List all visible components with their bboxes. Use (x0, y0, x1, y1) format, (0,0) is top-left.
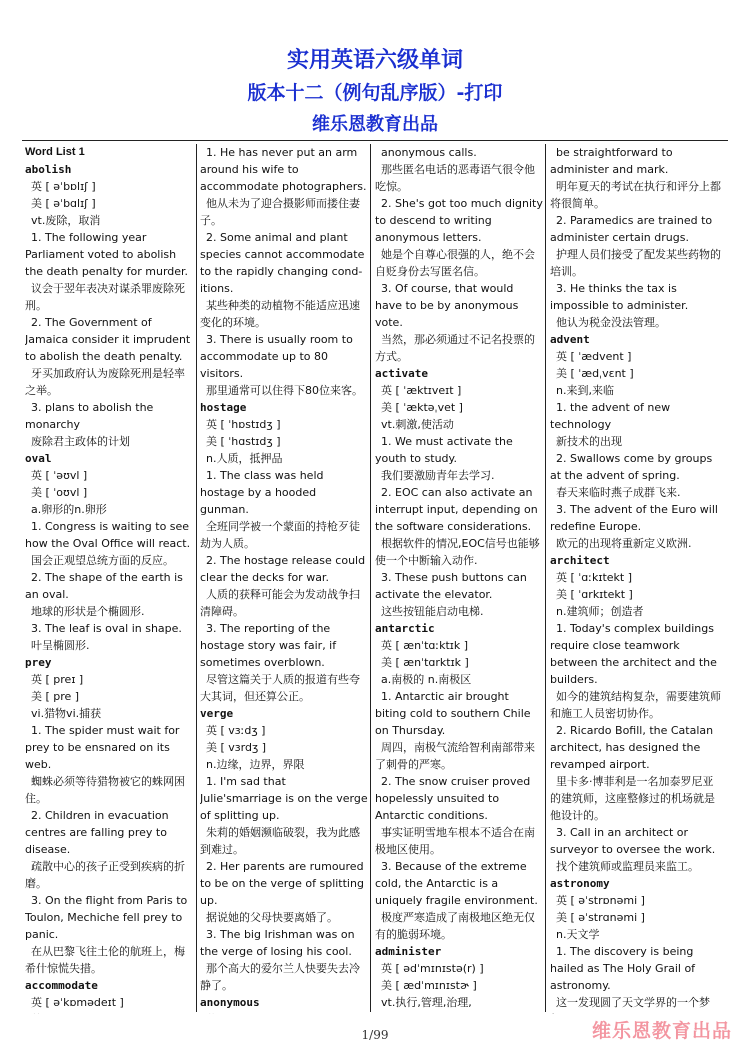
example-text: 1. Congress is waiting to see how the Oval Office will react. (25, 520, 191, 550)
example-text: 那个高大的爱尔兰人快要失去冷静了。 (200, 962, 360, 992)
example-text: 她是个自尊心很强的人，绝不会自贬身份去写匿名信。 (375, 248, 535, 278)
example-text: anonymous calls. (381, 146, 477, 159)
entry-info: n.边缘，边界，界限 (206, 758, 305, 771)
example-text: 1. We must activate the youth to study. (375, 435, 513, 465)
text-column-2 (200, 144, 368, 1014)
entry-info: 英 [ preɪ ] (31, 673, 84, 686)
column-divider (545, 144, 546, 1012)
example-text: 3. The reporting of the hostage story was fair, if sometimes overblown. (200, 622, 337, 669)
headword: accommodate (25, 979, 98, 992)
entry-info: 美 [ ˈæktəˌvet ] (381, 401, 463, 414)
headword: architect (550, 554, 610, 567)
example-text: 2. Her parents are rumoured to be on the verge of splitting up. (200, 860, 364, 907)
example-text: 废除君主政体的计划 (31, 435, 130, 448)
text-column-3 (375, 144, 543, 1014)
example-text: 3. Call in an architect or surveyor to oversee the work. (550, 826, 716, 856)
example-text: 周四，南极气流给智利南部带来了刺骨的严寒。 (375, 741, 535, 771)
example-text: 这一发现圆了天文学界的一个梦 (556, 996, 710, 1009)
example-text: 2. The hostage release could clear the decks for war. (200, 554, 366, 584)
example-text: 2. Some animal and plant species cannot accommodate to the rapidly changing cond-itions. (200, 231, 365, 295)
word-list-heading: Word List 1 (25, 146, 85, 158)
entry-info: 英 [ ˈæktɪveɪt ] (381, 384, 462, 397)
entry-info: n.天文学 (556, 928, 600, 941)
entry-info: 美 [ pre ] (31, 690, 80, 703)
example-text: 1. The class was held hostage by a hooded gunman. (200, 469, 324, 516)
example-text: 我们要激励青年去学习. (381, 469, 495, 482)
entry-info: 美 [ ˈoʊvl ] (31, 486, 88, 499)
entry-info (200, 1011, 368, 1014)
example-text: 3. The leaf is oval in shape. (31, 622, 182, 635)
headword: hostage (200, 401, 247, 414)
example-text: 如今的建筑结构复杂，需要建筑师和施工人员密切协作。 (550, 690, 721, 720)
example-text: 护理人员们接受了配发某些药物的培训。 (550, 248, 721, 278)
example-text: 叶呈椭圆形. (31, 639, 90, 652)
headword: oval (25, 452, 52, 465)
example-text: 他认为税金没法管理。 (556, 316, 666, 329)
example-text: 找个建筑师或监理员来监工。 (556, 860, 699, 873)
example-text: 据说她的父母快要离婚了。 (206, 911, 338, 924)
example-text: 根据软件的情况,EOC信号也能够使一个中断输入动作. (375, 537, 540, 567)
headword: anonymous (200, 996, 260, 1009)
document-title: 实用英语六级单词 (286, 48, 463, 73)
example-text: 地球的形状是个椭圆形. (31, 605, 145, 618)
example-text: be straightforward to administer and mark. (550, 146, 673, 176)
example-text: 当然，那必须通过不记名投票的方式。 (375, 333, 535, 363)
example-text: 1. He has never put an arm around his wife to accommodate photographers. (200, 146, 367, 193)
example-text: 新技术的出现 (556, 435, 622, 448)
example-text: 3. These push buttons can activate the elevator. (375, 571, 527, 601)
example-text: 1. the advent of new technology (550, 401, 671, 431)
example-text: 国会正观望总统方面的反应。 (31, 554, 174, 567)
entry-info: 美 [ əˈbɑlɪʃ ] (31, 197, 96, 210)
example-text: 那里通常可以住得下80位来客。 (206, 384, 363, 397)
example-text: 3. Because of the extreme cold, the Antarctic is a uniquely fragile environment. (375, 860, 538, 907)
column-divider (196, 144, 197, 1012)
text-column-4 (550, 144, 722, 1014)
entry-info: 英 [ əˈkɒmədeɪt ] (31, 996, 124, 1009)
entry-info: 美 [ ˈhɑstɪdʒ ] (206, 435, 281, 448)
example-text: 明年夏天的考试在执行和评分上都将很简单。 (550, 180, 721, 210)
entry-info: n.人质，抵押品 (206, 452, 283, 465)
example-text: 春天来临时燕子成群飞来. (556, 486, 681, 499)
example-text: 在从巴黎飞往土伦的航班上，梅希什惊慌失措。 (25, 945, 185, 975)
example-text: 1. Today's complex buildings require close teamwork between the architect and the builders. (550, 622, 717, 686)
entry-info: 美 [ ædˈmɪnɪstɚ ] (381, 979, 477, 992)
page-number: 1/99 (361, 1028, 389, 1042)
entry-info: a.卵形的n.卵形 (31, 503, 107, 516)
example-text: 议会于翌年表决对谋杀罪废除死刑。 (25, 282, 185, 312)
example-text: 某些种类的动植物不能适应迅速变化的环境。 (200, 299, 360, 329)
entry-info: 英 [ ˈhɒstɪdʒ ] (206, 418, 281, 431)
example-text: 1. The following year Parliament voted to abolish the death penalty for murder. (25, 231, 189, 278)
example-text: 3. On the flight from Paris to Toulon, Mechiche fell prey to panic. (25, 894, 188, 941)
entry-info: 英 [ əˈstrɒnəmi ] (556, 894, 645, 907)
entry-info: n.建筑师；创造者 (556, 605, 644, 618)
example-text: 尽管这篇关于人质的报道有些夸大其词，但还算公正。 (200, 673, 360, 703)
example-text: 2. Swallows come by groups at the advent of spring. (550, 452, 713, 482)
example-text: 2. Ricardo Bofill, the Catalan architect, has designed the revamped airport. (550, 724, 714, 771)
example-text: 3. The big Irishman was on the verge of losing his cool. (200, 928, 355, 958)
entry-info (25, 1011, 195, 1014)
example-text: 他从未为了迎合摄影师而搂住妻子。 (200, 197, 360, 227)
entry-info: a.南极的 n.南极区 (381, 673, 472, 686)
document-subtitle: 版本十二（例句乱序版）-打印 (247, 82, 503, 104)
example-text: 蜘蛛必须等待猎物被它的蛛网困住。 (25, 775, 185, 805)
example-text: 2. The snow cruiser proved hopelessly unsuited to Antarctic conditions. (375, 775, 531, 822)
entry-info: 美 [ ˈædˌvɛnt ] (556, 367, 634, 380)
example-text: 3. plans to abolish the monarchy (25, 401, 154, 431)
example-text: 全班同学被一个蒙面的持枪歹徒劫为人质。 (200, 520, 360, 550)
entry-info: 英 [ ˈəʊvl ] (31, 469, 88, 482)
example-text: 1. I'm sad that Julie'smarriage is on the verge of splitting up. (200, 775, 368, 822)
example-text: 2. The shape of the earth is an oval. (25, 571, 183, 601)
entry-info: 英 [ ˈædvent ] (556, 350, 632, 363)
example-text: 2. EOC can also activate an interrupt input, depending on the software considerations. (375, 486, 538, 533)
example-text: 牙买加政府认为废除死刑是轻率之举。 (25, 367, 185, 397)
example-text: 3. Of course, that would have to be by anonymous vote. (375, 282, 519, 329)
entry-info: vi.猎物vi.捕获 (31, 707, 102, 720)
entry-info: n.来到,来临 (556, 384, 614, 397)
column-divider (370, 144, 371, 1012)
entry-info: 美 [ vɜrdʒ ] (206, 741, 267, 754)
headword: abolish (25, 163, 72, 176)
headword: prey (25, 656, 52, 669)
headword: astronomy (550, 877, 610, 890)
example-text: 里卡多·博菲利是一名加泰罗尼亚的建筑师，这座整修过的机场就是他设计的。 (550, 775, 715, 822)
text-column-1 (25, 144, 195, 1014)
example-text (375, 1011, 543, 1014)
example-text: 3. He thinks the tax is impossible to administer. (550, 282, 689, 312)
entry-info: vt.执行,管理,治理, (381, 996, 472, 1009)
example-text: 疏散中心的孩子正受到疾病的折磨。 (25, 860, 185, 890)
entry-info: 英 [ ədˈmɪnɪstə(r) ] (381, 962, 484, 975)
example-text: 3. There is usually room to accommodate up to 80 visitors. (200, 333, 353, 380)
entry-info: vt.刺激,使活动 (381, 418, 454, 431)
headword: administer (375, 945, 442, 958)
entry-info: vt.废除，取消 (31, 214, 101, 227)
example-text: 朱莉的婚姻濒临破裂，我为此感到难过。 (200, 826, 360, 856)
entry-info: 美 [ əˈstrɑnəmi ] (556, 911, 645, 924)
entry-info: 英 [ ˈɑːkɪtekt ] (556, 571, 633, 584)
entry-info: 英 [ əˈbɒlɪʃ ] (31, 180, 96, 193)
headword: antarctic (375, 622, 435, 635)
example-text: 2. Children in evacuation centres are falling prey to disease. (25, 809, 169, 856)
headword: activate (375, 367, 428, 380)
example-text: 1. The discovery is being hailed as The Holy Grail of astronomy. (550, 945, 696, 992)
example-text: 那些匿名电话的恶毒语气很令他吃惊。 (375, 163, 535, 193)
publisher-line: 维乐恩教育出品 (312, 114, 438, 135)
entry-info: 英 [ vɜːdʒ ] (206, 724, 266, 737)
headword: verge (200, 707, 234, 720)
example-text: 人质的获释可能会为发动战争扫清障碍。 (200, 588, 360, 618)
example-text: 1. The spider must wait for prey to be ensnared on its web. (25, 724, 180, 771)
example-text: 2. The Government of Jamaica consider it imprudent to abolish the death penalty. (25, 316, 191, 363)
example-text: 2. Paramedics are trained to administer certain drugs. (550, 214, 713, 244)
example-text: 1. Antarctic air brought biting cold to southern Chile on Thursday. (375, 690, 531, 737)
entry-info: 美 [ ˈɑrkɪtekt ] (556, 588, 633, 601)
headword: advent (550, 333, 590, 346)
example-text: 欧元的出现将重新定义欧洲. (556, 537, 692, 550)
entry-info: 美 [ ænˈtɑrktɪk ] (381, 656, 469, 669)
example-text: 这些按钮能启动电梯. (381, 605, 484, 618)
example-text: 极度严寒造成了南极地区绝无仅有的脆弱环境。 (375, 911, 535, 941)
example-text: 2. She's got too much dignity to descend to writing anonymous letters. (375, 197, 543, 244)
document-header (0, 44, 750, 138)
example-text: 3. The advent of the Euro will redefine Europe. (550, 503, 718, 533)
example-text: 事实证明雪地车根本不适合在南极地区使用。 (375, 826, 535, 856)
header-divider (22, 140, 728, 141)
entry-info: 英 [ ænˈtɑːktɪk ] (381, 639, 469, 652)
publisher-watermark: 维乐恩教育出品 (591, 1020, 732, 1042)
